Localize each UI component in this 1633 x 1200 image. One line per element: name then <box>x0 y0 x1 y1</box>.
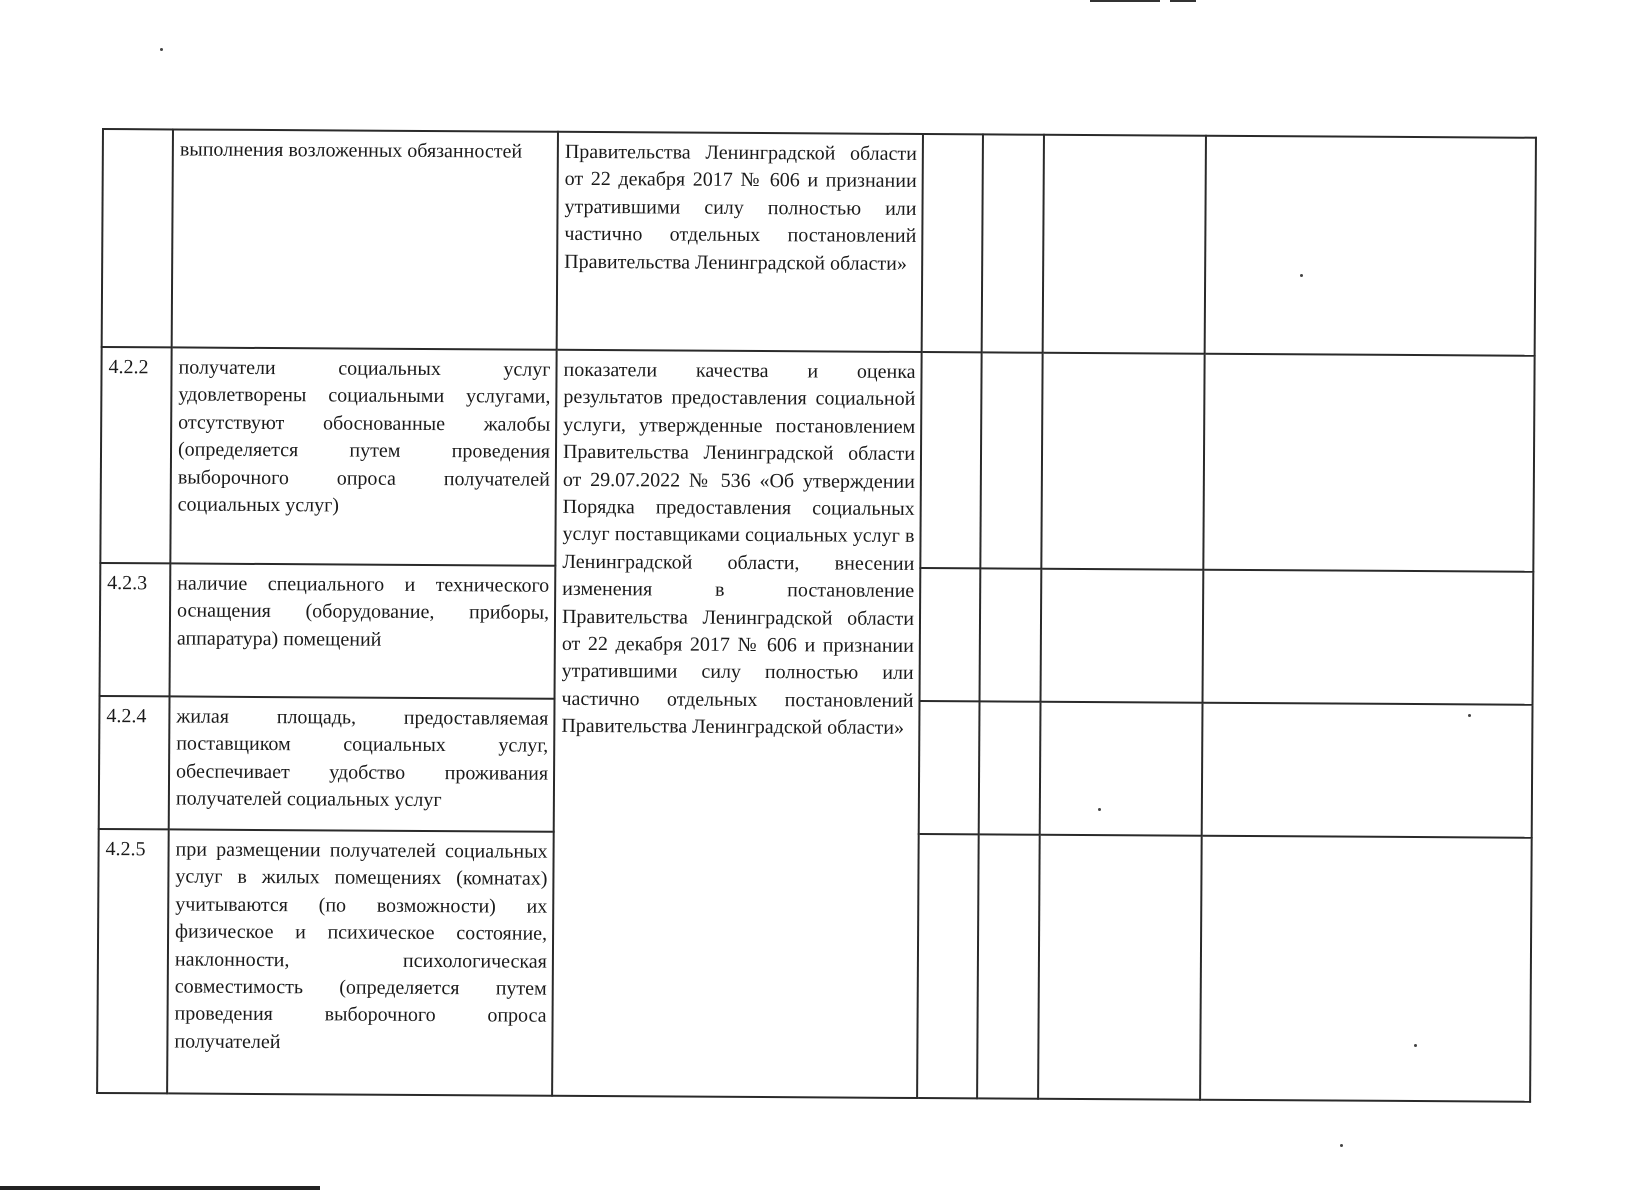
row-description: наличие специального и технического оснащения (оборудование, приборы, аппаратура) помещений <box>170 563 556 698</box>
empty-cell <box>980 568 1042 701</box>
table-row <box>102 129 1536 356</box>
row-number: 4.2.3 <box>100 563 171 696</box>
legal-reference: Правительства Ленинградской области от 22 декабря 2017 № 606 и признании утратившими силу полностью или частично отдельных постановлений Правительства Ленинградской области» <box>557 132 923 352</box>
empty-cell <box>1041 353 1204 570</box>
empty-cell <box>979 701 1041 834</box>
empty-cell <box>1043 135 1206 354</box>
table-row <box>100 347 1534 572</box>
empty-cell <box>977 834 1040 1098</box>
scan-artifact-top <box>1090 0 1160 2</box>
row-description: выполнения возложенных обязанностей <box>172 129 558 349</box>
empty-cell <box>1203 354 1534 572</box>
empty-cell <box>1041 569 1204 703</box>
empty-cell <box>1038 835 1202 1100</box>
row-description: жилая площадь, предоставляемая поставщиком социальных услуг, обеспечивает удобство проживания получателей социальных услуг <box>169 696 555 831</box>
row-description: получатели социальных услуг удовлетворены социальными услугами, отсутствуют обоснованные жалобы (определяется путем проведения выборочного опроса получателей социальных услуг) <box>170 347 556 565</box>
empty-cell <box>919 701 980 834</box>
scan-speck <box>160 48 163 51</box>
scan-artifact-bottom <box>0 1186 320 1190</box>
row-description: при размещении получателей социальных услуг в жилых помещениях (комнатах) учитываются (по возможности) их физическое и психическое состояние, наклонности, психологическая совместимость (определяется путем проведения выборочного опроса получателей <box>167 829 554 1095</box>
standards-table <box>96 128 1537 1103</box>
empty-cell <box>1040 702 1203 836</box>
empty-cell <box>922 134 983 352</box>
row-number <box>102 129 173 347</box>
empty-cell <box>982 134 1044 352</box>
row-number: 4.2.2 <box>100 347 171 563</box>
empty-cell <box>917 834 979 1098</box>
empty-cell <box>1202 703 1533 838</box>
scan-speck <box>1340 1144 1343 1147</box>
legal-reference: показатели качества и оценка результатов предоставления социальной услуги, утвержденные постановлением Правительства Ленинградской области от 29.07.2022 № 536 «Об утверждении Порядка предоставления социальных услуг поставщиками социальных услуг в Ленинградской области, внесении изменения в постановление Правительства Ленинградской области от 22 декабря 2017 № 606 и признании утратившими силу полностью или частично отдельных постановлений Правительства Ленинградской области» <box>552 350 922 1098</box>
empty-cell <box>1205 136 1536 356</box>
empty-cell <box>980 352 1042 568</box>
row-number: 4.2.5 <box>97 829 169 1093</box>
empty-cell <box>920 352 981 568</box>
scan-artifact-top <box>1170 0 1196 2</box>
empty-cell <box>1203 570 1534 705</box>
row-number: 4.2.4 <box>99 696 170 829</box>
empty-cell <box>920 568 981 701</box>
empty-cell <box>1200 836 1532 1102</box>
